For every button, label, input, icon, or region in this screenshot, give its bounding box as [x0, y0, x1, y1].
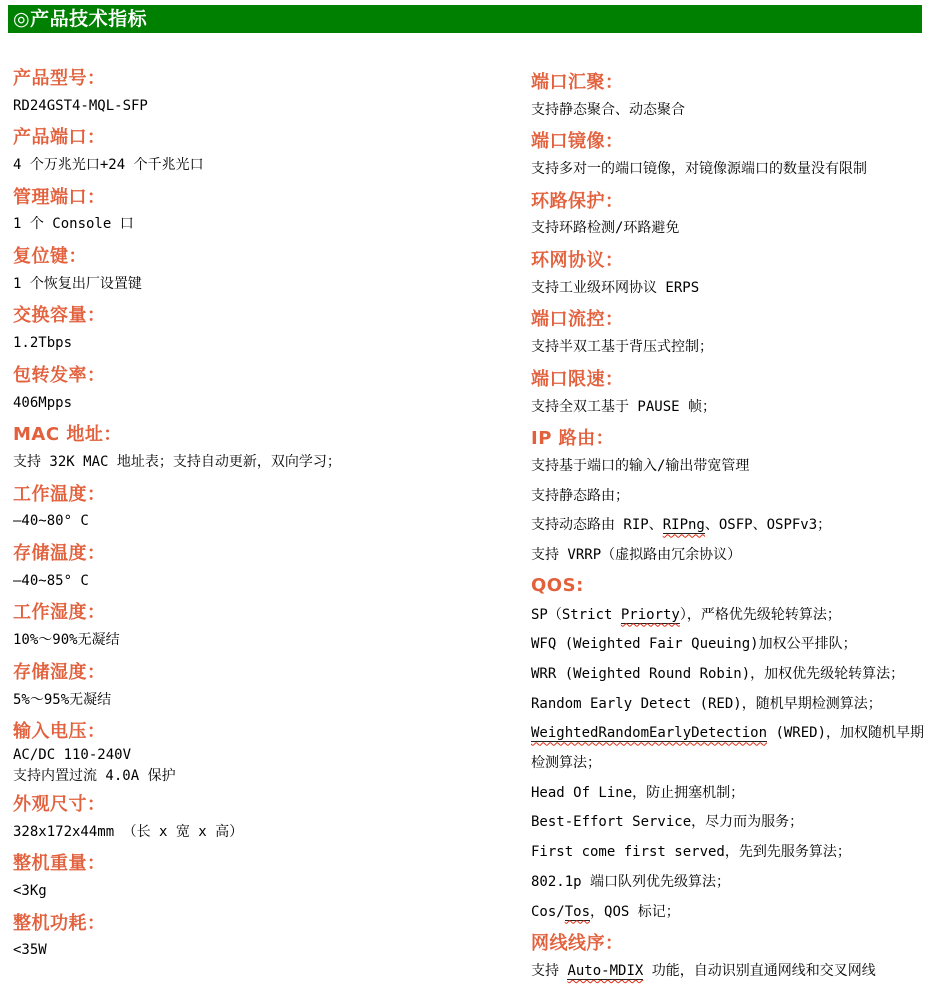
spec-line — [13, 329, 465, 359]
spec-heading-label: 复位键： — [13, 246, 87, 268]
misspelled-word: Tos — [564, 903, 591, 920]
misspelled-word: Priorty — [620, 606, 680, 623]
spec-heading — [531, 185, 929, 215]
misspelled-word: WeightedRandomEarlyDetection — [531, 725, 768, 742]
spec-line — [531, 838, 929, 868]
spec-heading-label: 交换容量： — [13, 305, 106, 327]
right-column — [531, 66, 929, 987]
spec-line — [13, 389, 465, 419]
spec-heading — [13, 240, 465, 270]
spec-heading — [13, 537, 465, 567]
spec-heading-label: 端口限速： — [531, 368, 624, 390]
spec-heading — [13, 62, 465, 92]
spec-line — [531, 482, 929, 512]
spec-text: —40~85° C — [13, 572, 89, 589]
spec-line — [531, 957, 929, 987]
spec-heading — [13, 715, 465, 745]
spec-heading-label: 工作湿度： — [13, 602, 106, 624]
spec-line — [13, 270, 465, 300]
spec-heading — [531, 304, 929, 334]
spec-text: 支持环路检测/环路避免 — [531, 220, 680, 237]
spec-heading — [13, 656, 465, 686]
spec-heading-label: 输入电压： — [13, 721, 106, 743]
spec-text: Best-Effort Service，尽力而为服务； — [531, 814, 804, 831]
misspelled-word: RIPng — [662, 517, 705, 534]
spec-line — [531, 898, 929, 928]
spec-text: (WRED)，加权随机早期检测算法； — [531, 725, 925, 772]
spec-line — [13, 448, 465, 478]
spec-line — [531, 719, 929, 778]
spec-text: 4 个万兆光口+24 个千兆光口 — [13, 157, 204, 174]
spec-line — [531, 393, 929, 423]
spec-heading-label: QOS: — [531, 575, 584, 597]
section-title: ◎产品技术指标 — [13, 8, 148, 30]
spec-text: 1.2Tbps — [13, 335, 73, 352]
spec-text: WFQ (Weighted Fair Queuing)加权公平排队； — [531, 636, 857, 653]
spec-heading-label: 环路保护： — [531, 190, 624, 212]
spec-heading — [13, 121, 465, 151]
spec-heading — [13, 181, 465, 211]
spec-line — [531, 214, 929, 244]
spec-line — [13, 626, 465, 656]
spec-heading — [13, 418, 465, 448]
spec-text: 802.1p 端口队列优先级算法； — [531, 873, 731, 890]
spec-heading-label: 整机功耗： — [13, 912, 106, 934]
spec-text: Head Of Line，防止拥塞机制； — [531, 784, 745, 801]
spec-heading-label: 产品型号： — [13, 67, 106, 89]
spec-line — [531, 155, 929, 185]
spec-text: 10%～90%无凝结 — [13, 632, 120, 649]
spec-text: 支持全双工基于 PAUSE 帧； — [531, 398, 717, 415]
spec-heading — [13, 359, 465, 389]
spec-text: 支持工业级环网协议 ERPS — [531, 279, 700, 296]
spec-text: 328x172x44mm （长 x 宽 x 高） — [13, 823, 244, 840]
spec-line — [531, 96, 929, 126]
spec-heading — [531, 571, 929, 601]
spec-heading — [13, 597, 465, 627]
spec-line — [13, 686, 465, 716]
spec-text: 1 个 Console 口 — [13, 216, 134, 233]
spec-text: 支持半双工基于背压式控制； — [531, 339, 713, 356]
spec-line — [531, 660, 929, 690]
spec-line — [531, 868, 929, 898]
spec-text: RD24GST4-MQL-SFP — [13, 97, 148, 114]
spec-text: ，QOS 标记； — [590, 903, 680, 920]
spec-text: Cos/ — [531, 903, 565, 920]
spec-text: 支持基于端口的输入/输出带宽管理 — [531, 458, 750, 475]
spec-line — [531, 779, 929, 809]
spec-text: ），严格优先级轮转算法； — [679, 606, 841, 623]
spec-line — [13, 877, 465, 907]
spec-heading-label: 管理端口： — [13, 186, 106, 208]
misspelled-word: Auto-MDIX — [567, 962, 644, 979]
spec-heading-label: MAC 地址： — [13, 424, 122, 446]
spec-heading-label: 端口流控： — [531, 309, 624, 331]
spec-heading-label: 网线线序： — [531, 933, 624, 955]
spec-text: 支持静态路由； — [531, 487, 629, 504]
spec-line — [13, 92, 465, 122]
spec-text: <3Kg — [13, 883, 47, 900]
spec-text: 支持 VRRP（虚拟路由冗余协议） — [531, 547, 742, 564]
spec-line — [531, 690, 929, 720]
spec-line — [13, 507, 465, 537]
spec-heading — [531, 125, 929, 155]
spec-text: 、OSFP、OSPFv3； — [704, 517, 832, 534]
spec-heading-label: 整机重量： — [13, 853, 106, 875]
spec-text: 支持多对一的端口镜像，对镜像源端口的数量没有限制 — [531, 161, 867, 178]
spec-text: <35W — [13, 942, 47, 959]
spec-heading — [13, 788, 465, 818]
spec-line — [531, 630, 929, 660]
spec-heading-label: 端口汇聚： — [531, 71, 624, 93]
section-header-bar — [8, 5, 922, 33]
left-column — [13, 62, 465, 966]
spec-heading-label: 包转发率： — [13, 364, 106, 386]
spec-heading-label: 外观尺寸： — [13, 793, 106, 815]
spec-text: First come first served，先到先服务算法； — [531, 844, 851, 861]
spec-line — [13, 210, 465, 240]
spec-line — [531, 274, 929, 304]
spec-text: —40~80° C — [13, 513, 89, 530]
spec-text: 406Mpps — [13, 394, 73, 411]
spec-text: 支持静态聚合、动态聚合 — [531, 101, 685, 118]
spec-line — [531, 511, 929, 541]
spec-heading-label: IP 路由： — [531, 428, 615, 450]
spec-heading-label: 工作温度： — [13, 483, 106, 505]
spec-heading — [13, 478, 465, 508]
spec-heading-label: 端口镜像： — [531, 131, 624, 153]
spec-heading — [531, 422, 929, 452]
spec-text: SP（Strict — [531, 606, 621, 623]
spec-heading — [531, 927, 929, 957]
spec-heading — [13, 907, 465, 937]
spec-heading-label: 存储温度： — [13, 542, 106, 564]
spec-line — [13, 151, 465, 181]
spec-line — [531, 601, 929, 631]
spec-heading — [531, 363, 929, 393]
spec-text: AC/DC 110-240V — [13, 746, 132, 763]
spec-line — [531, 333, 929, 363]
spec-text: 功能，自动识别直通网线和交叉网线 — [643, 962, 876, 979]
spec-text: WRR (Weighted Round Robin)，加权优先级轮转算法； — [531, 665, 905, 682]
spec-line — [13, 766, 465, 788]
spec-line — [13, 818, 465, 848]
spec-text: 1 个恢复出厂设置键 — [13, 275, 142, 292]
spec-line — [531, 808, 929, 838]
spec-text: 支持 — [531, 962, 568, 979]
spec-text: 支持 32K MAC 地址表；支持自动更新，双向学习； — [13, 454, 341, 471]
spec-heading — [531, 66, 929, 96]
spec-line — [13, 567, 465, 597]
spec-heading-label: 产品端口： — [13, 127, 106, 149]
spec-text: 支持动态路由 RIP、 — [531, 517, 663, 534]
spec-line — [531, 452, 929, 482]
spec-heading — [13, 300, 465, 330]
spec-line — [13, 936, 465, 966]
spec-heading — [531, 244, 929, 274]
spec-heading-label: 存储湿度： — [13, 661, 106, 683]
spec-text: 支持内置过流 4.0A 保护 — [13, 768, 176, 785]
spec-heading — [13, 847, 465, 877]
spec-heading-label: 环网协议： — [531, 250, 624, 272]
spec-text: 5%～95%无凝结 — [13, 691, 112, 708]
spec-line — [531, 541, 929, 571]
spec-text: Random Early Detect (RED)，随机早期检测算法； — [531, 695, 882, 712]
spec-line — [13, 745, 465, 767]
